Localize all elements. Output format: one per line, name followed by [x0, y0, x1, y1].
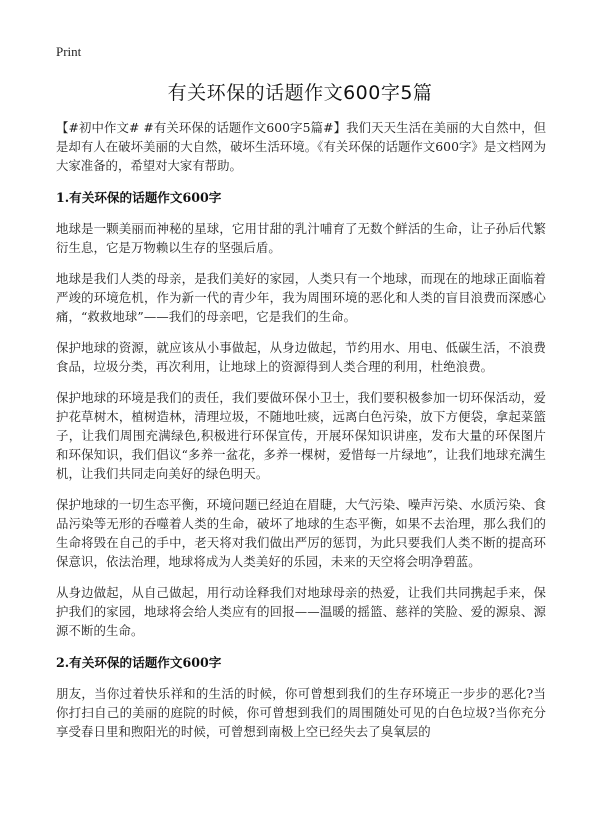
- section-2: [56, 652, 546, 741]
- section-1: [56, 187, 546, 640]
- page-title: 有关环保的话题作文600字5篇: [167, 82, 433, 104]
- paragraph: 保护地球的一切生态平衡，环境问题已经迫在眉睫，大气污染、噪声污染、水质污染、食品污染等无形的吞噬着人类的生命，破坏了地球的生态平衡，如果不去治理，那么我们的生命将毁在自己的手中，老天将对我们做出严厉的惩罚，为此只要我们人类不断的提高环保意识，依法治理，地球将成为人类美好的乐园，未来的天空将会明净碧蓝。: [56, 497, 546, 569]
- paragraph: 保护地球的环境是我们的责任，我们要做环保小卫士，我们要积极参加一切环保活动，爱护花草树木，植树造林，清理垃圾，不随地吐痰，远离白色污染，放下方便袋，拿起菜篮子，让我们周围充满绿色,积极进行环保宣传，开展环保知识讲座，发布大量的环保图片和环保知识，我们倡议“多养一盆花，多养一棵树，爱惜每一片绿地”，让我们地球充满生机，让我们共同走向美好的绿色明天。: [56, 390, 546, 481]
- section-heading: 2.有关环保的话题作文600字: [56, 655, 222, 670]
- intro-paragraph: 【#初中作文# #有关环保的话题作文600字5篇#】我们天天生活在美丽的大自然中，但是却有人在破坏美丽的大自然，破坏生活环境。《有关环保的话题作文600字》是文档网为大家准备的，希望对大家有帮助。: [56, 120, 546, 173]
- paragraph: 从身边做起，从自己做起，用行动诠释我们对地球母亲的热爱，让我们共同携起手来，保护我们的家园，地球将会给人类应有的回报——温暖的摇篮、慈祥的笑脸、爱的源泉、源源不断的生命。: [56, 585, 546, 638]
- article-body: [56, 118, 546, 753]
- print-link[interactable]: Print: [56, 44, 82, 59]
- paragraph: 地球是一颗美丽而神秘的星球，它用甘甜的乳汁哺育了无数个鲜活的生命，让子孙后代繁衍生息，它是万物赖以生存的坚强后盾。: [56, 221, 546, 255]
- paragraph: 地球是我们人类的母亲，是我们美好的家园，人类只有一个地球，而现在的地球正面临着严竣的环境危机，作为新一代的青少年，我为周围环境的恶化和人类的盲目浪费而深感心痛，“救救地球”——我们的母亲吧，它是我们的生命。: [56, 271, 546, 324]
- paragraph: 朋友，当你过着快乐祥和的生活的时候，你可曾想到我们的生存环境正一步步的恶化?当你打扫自己的美丽的庭院的时候，你可曾想到我们的周围随处可见的白色垃圾?当你充分享受春日里和煦阳光的时候，可曾想到南极上空已经失去了臭氧层的: [56, 686, 546, 739]
- section-heading: 1.有关环保的话题作文600字: [56, 190, 222, 205]
- paragraph: 保护地球的资源，就应该从小事做起，从身边做起，节约用水、用电、低碳生活，不浪费食品，垃圾分类，再次利用，让地球上的资源得到人类合理的利用，杜绝浪费。: [56, 340, 546, 374]
